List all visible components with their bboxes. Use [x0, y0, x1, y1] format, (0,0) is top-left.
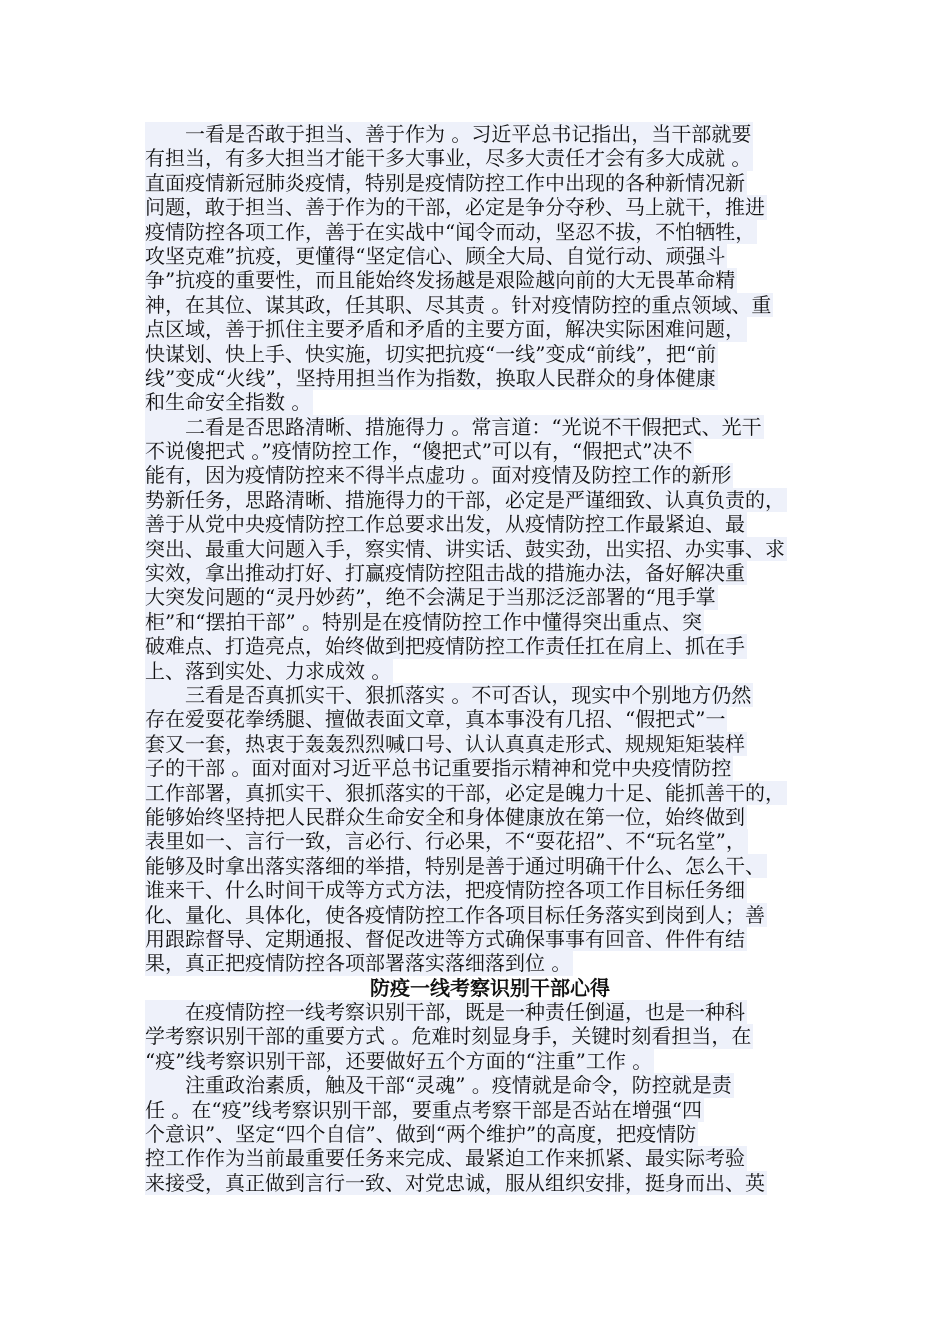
text-line-content: 学考察识别干部的重要方式 。危难时刻显身手，关键时刻看担当，在 [145, 1024, 752, 1049]
text-line [145, 951, 835, 975]
text-line [145, 537, 835, 561]
text-line [145, 146, 835, 170]
text-line [145, 561, 835, 585]
text-line [145, 1122, 835, 1146]
text-line-content: 实效，拿出推动打好、打赢疫情防控阻击战的措施办法，备好解决重 [145, 561, 745, 586]
text-line [145, 244, 835, 268]
text-line [145, 268, 835, 292]
text-line [145, 1000, 835, 1024]
text-line-content: 问题，敢于担当、善于作为的干部，必定是争分夺秒、马上就干，推进 [145, 195, 765, 220]
text-line-content: 破难点、打造亮点，始终做到把疫情防控工作责任扛在肩上、抓在手 [145, 634, 745, 659]
text-line-content: 用跟踪督导、定期通报、督促改进等方式确保事事有回音、件件有结 [145, 926, 745, 951]
text-line-content: 柜”和“摆拍干部” 。特别是在疫情防控工作中懂得突出重点、突 [145, 609, 703, 634]
text-line-content: 能够及时拿出落实落细的举措，特别是善于通过明确干什么、怎么干、 [145, 853, 765, 878]
text-line [145, 1024, 835, 1048]
text-line [145, 342, 835, 366]
text-line-content: 来接受，真正做到言行一致、对党忠诚，服从组织安排，挺身而出、英 [145, 1170, 765, 1195]
text-line-content: 直面疫情新冠肺炎疫情，特别是疫情防控工作中出现的各种新情况新 [145, 170, 745, 195]
text-line [145, 171, 835, 195]
text-line [145, 756, 835, 780]
text-line-content: 疫情防控各项工作，善于在实战中“闻令而动，坚忍不拔，不怕牺牲， [145, 219, 756, 244]
text-line [145, 488, 835, 512]
text-line-content: 攻坚克难”抗疫，更懂得“坚定信心、顾全大局、自觉行动、顽强斗 [145, 243, 726, 268]
text-line [145, 195, 835, 219]
text-line-content: 存在爱耍花拳绣腿、擅做表面文章，真本事没有几招、“假把式”一 [145, 707, 726, 732]
text-line [145, 829, 835, 853]
text-line [145, 610, 835, 634]
text-line [145, 732, 835, 756]
text-line-content: 果，真正把疫情防控各项部署落实落细落到位 。 [145, 951, 572, 976]
text-line [145, 854, 835, 878]
text-line-content: 有担当，有多大担当才能干多大事业，尽多大责任才会有多大成就 。 [145, 146, 752, 171]
text-line-content: 线”变成“火线”，坚持用担当作为指数，换取人民群众的身体健康 [145, 365, 716, 390]
text-line [145, 293, 835, 317]
text-line [145, 415, 835, 439]
text-line [145, 317, 835, 341]
text-line [145, 366, 835, 390]
text-line-content: 三看是否真抓实干、狠抓落实 。不可否认，现实中个别地方仍然 [145, 682, 752, 707]
text-line [145, 781, 835, 805]
text-line [145, 512, 835, 536]
text-line [145, 1073, 835, 1097]
text-line-content: 子的干部 。面对面对习近平总书记重要指示精神和党中央疫情防控 [145, 756, 732, 781]
text-line-content: 能有，因为疫情防控来不得半点虚功 。面对疫情及防控工作的新形 [145, 463, 732, 488]
text-line-content: 善于从党中央疫情防控工作总要求出发，从疫情防控工作最紧迫、最 [145, 512, 745, 537]
text-line [145, 1171, 835, 1195]
text-line-content: 表里如一、言行一致，言必行、行必果，不“耍花招”、不“玩名堂”， [145, 829, 746, 854]
text-line [145, 463, 835, 487]
text-line [145, 1098, 835, 1122]
text-line [145, 683, 835, 707]
text-line-content: 突出、最重大问题入手，察实情、讲实话、鼓实劲，出实招、办实事、求 [145, 536, 785, 561]
text-line-content: 快谋划、快上手、快实施，切实把抗疫“一线”变成“前线”，把“前 [145, 341, 717, 366]
section-title-text: 防疫一线考察识别干部心得 [370, 975, 610, 1000]
text-line [145, 439, 835, 463]
text-line-content: 控工作作为当前最重要任务来完成、最紧迫工作来抓紧、最实际考验 [145, 1146, 745, 1171]
text-line-content: 势新任务，思路清晰、措施得力的干部，必定是严谨细致、认真负责的， [145, 487, 785, 512]
text-line [145, 390, 835, 414]
text-line-content: 个意识”、坚定“四个自信”、做到“两个维护”的高度，把疫情防 [145, 1122, 697, 1147]
section-title [145, 976, 835, 1000]
text-line-content: “疫”线考察识别干部，还要做好五个方面的“注重”工作 。 [145, 1048, 653, 1073]
text-line [145, 805, 835, 829]
text-line [145, 220, 835, 244]
text-line-content: 工作部署，真抓实干、狠抓落实的干部，必定是魄力十足、能抓善干的， [145, 780, 785, 805]
text-line [145, 585, 835, 609]
document-body [145, 122, 835, 1195]
text-line [145, 878, 835, 902]
text-line-content: 神，在其位、谋其政，任其职、尽其责 。针对疫情防控的重点领域、重 [145, 292, 772, 317]
text-line-content: 在疫情防控一线考察识别干部，既是一种责任倒逼，也是一种科 [145, 1000, 745, 1025]
text-line [145, 659, 835, 683]
text-line-content: 点区域，善于抓住主要矛盾和矛盾的主要方面，解决实际困难问题， [145, 317, 745, 342]
text-line-content: 大突发问题的“灵丹妙药”，绝不会满足于当那泛泛部署的“甩手掌 [145, 585, 716, 610]
text-line-content: 化、量化、具体化，使各疫情防控工作各项目标任务落实到岗到人；善 [145, 902, 765, 927]
text-line-content: 谁来干、什么时间干成等方式方法，把疫情防控各项工作目标任务细 [145, 878, 745, 903]
text-line [145, 634, 835, 658]
text-line [145, 707, 835, 731]
text-line-content: 套又一套，热衷于轰轰烈烈喊口号、认认真真走形式、规规矩矩装样 [145, 731, 745, 756]
text-line-content: 二看是否思路清晰、措施得力 。常言道：“光说不干假把式、光干 [145, 414, 762, 439]
text-line-content: 和生命安全指数 。 [145, 390, 312, 415]
text-line [145, 122, 835, 146]
text-line-content: 一看是否敢于担当、善于作为 。习近平总书记指出，当干部就要 [145, 122, 752, 146]
text-line [145, 1049, 835, 1073]
text-line [145, 903, 835, 927]
text-line-content: 能够始终坚持把人民群众生命安全和身体健康放在第一位，始终做到 [145, 804, 745, 829]
text-line [145, 927, 835, 951]
text-line [145, 1146, 835, 1170]
text-line-content: 注重政治素质，触及干部“灵魂” 。疫情就是命令，防控就是责 [145, 1073, 732, 1098]
text-line-content: 上、落到实处、力求成效 。 [145, 658, 392, 683]
text-line-content: 争”抗疫的重要性，而且能始终发扬越是艰险越向前的大无畏革命精 [145, 268, 736, 293]
text-line-content: 任 。在“疫”线考察识别干部，要重点考察干部是否站在增强“四 [145, 1097, 703, 1122]
text-line-content: 不说傻把式 。”疫情防控工作，“傻把式”可以有，“假把式”决不 [145, 439, 693, 464]
